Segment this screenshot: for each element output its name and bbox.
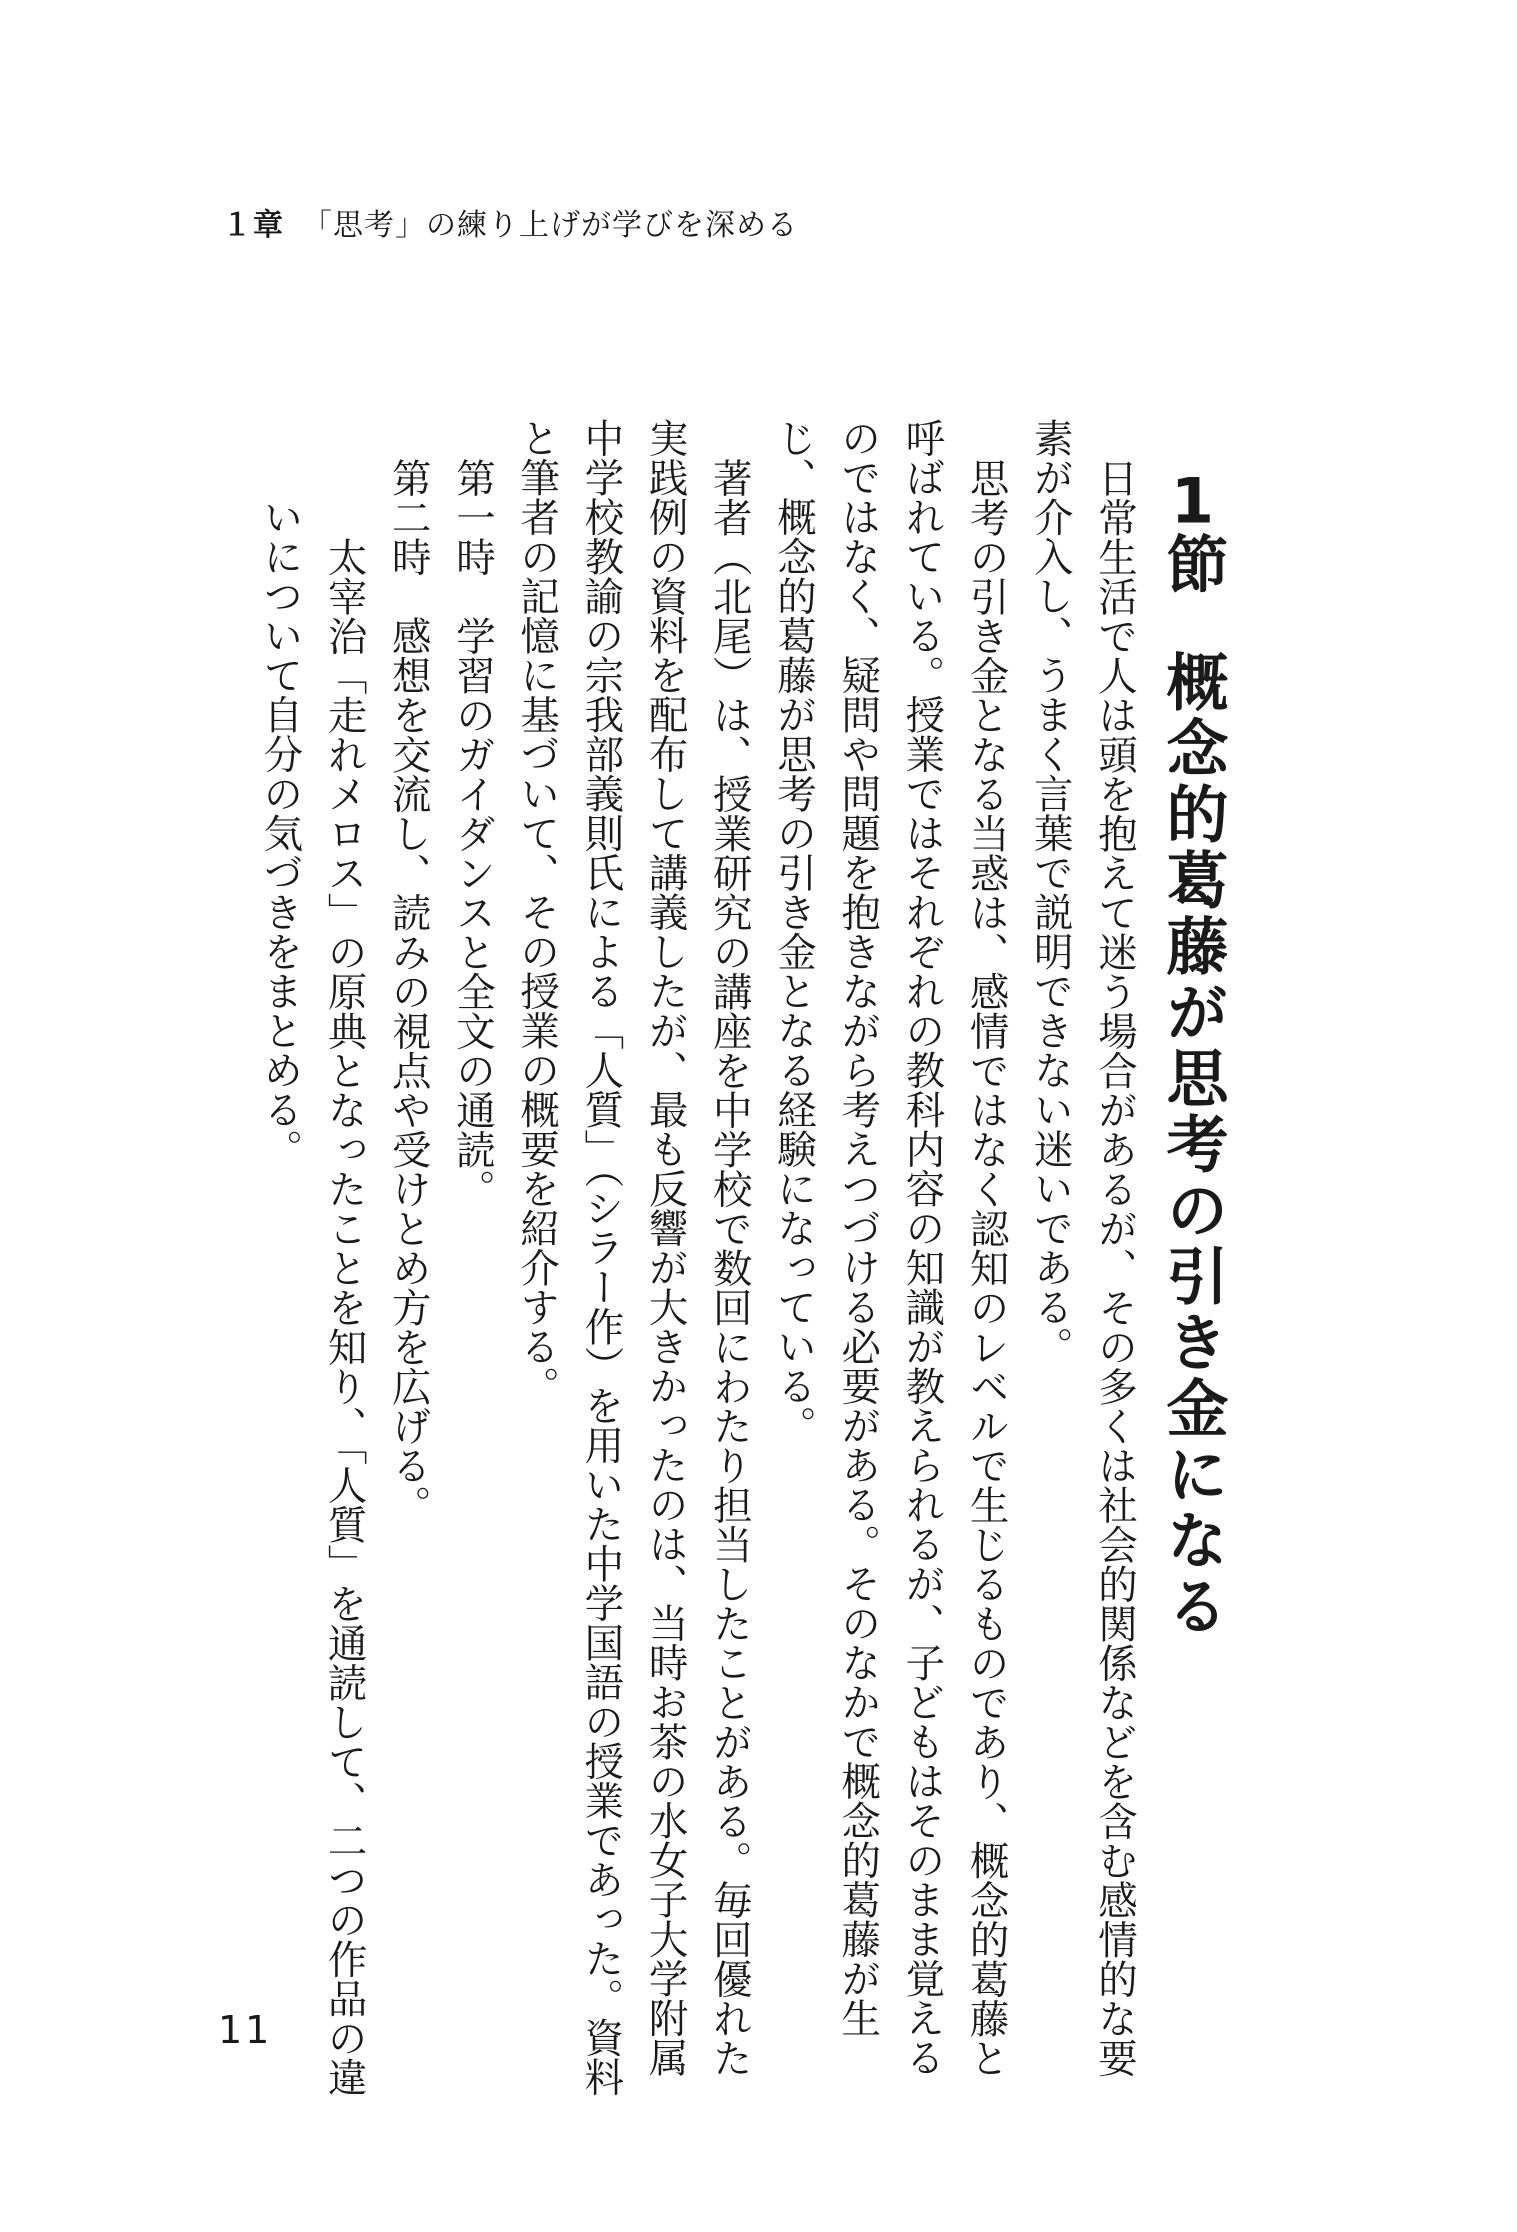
body-text [147,418,1147,2098]
paragraph: 日常生活で人は頭を抱えて迷う場合があるが、その多くは社会的関係などを含む感情的な要素が介入し、うまく言葉で説明できない迷いである。 [1027,418,1138,2077]
section-label: 節 [1156,532,1229,598]
section-title: 概念的葛藤が思考の引き金になる [1156,650,1229,1640]
page-number: 11 [218,2008,273,2052]
paragraph: 著者（北尾）は、授業研究の講座を中学校で数回にわたり担当したことがある。毎回優れた実践例の資料を配布して講義したが、最も反響が大きかったのは、当時お茶の水女子大学附属中学校教諭の宗我部義則氏による「人質」（シラー作）を用いた中学国語の授業であった。資料と筆者の記憶に基づいて、その授業の概要を紹介する。 [514,418,753,2097]
section-heading [1157,470,1227,1640]
paragraph: 第一時 学習のガイダンスと全文の通読。 [449,457,496,1208]
chapter-title: 「思考」の練り上げが学びを深める [302,208,798,243]
running-head [222,200,798,244]
paragraph: 第二時 感想を交流し、読みの視点や受けとめ方を広げる。 [385,457,432,1524]
paragraph: 太宰治「走れメロス」の原典となったことを知り、「人質」を通読して、二つの作品の違いについて自分の気づきをまとめる。 [257,497,368,2097]
chapter-label: １章 [222,208,284,243]
paragraph: 思考の引き金となる当惑は、感情ではなく認知のレベルで生じるものであり、概念的葛藤と呼ばれている。授業ではそれぞれの教科内容の知識が教えられるが、子どもはそのまま覚えるのではなく、疑問や問題を抱きながら考えつづける必要がある。そのなかで概念的葛藤が生じ、概念的葛藤が思考の引き金となる経験になっている。 [770,418,1010,2077]
section-number: 1 [1170,470,1215,532]
